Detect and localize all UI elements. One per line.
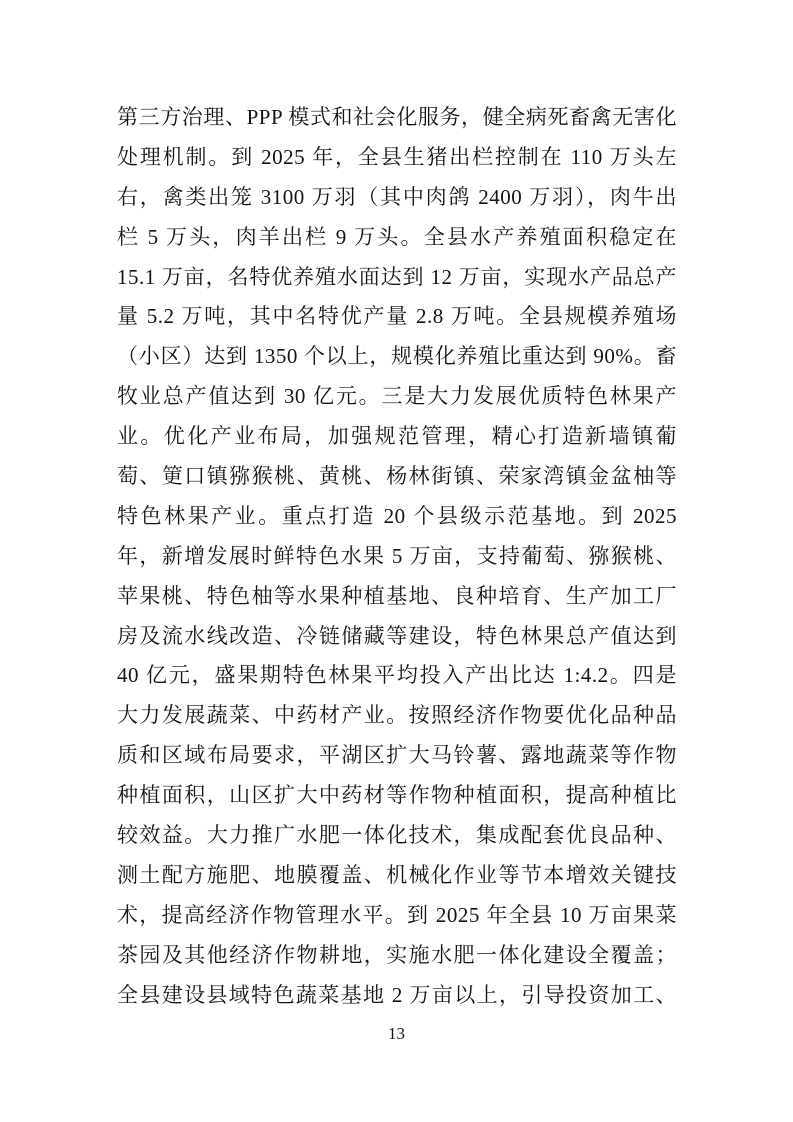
text-line: 较效益。大力推广水肥一体化技术，集成配套优良品种、 xyxy=(117,823,677,848)
text-line: 苹果桃、特色柚等水果种植基地、良种培育、生产加工厂 xyxy=(117,583,677,608)
text-line: 房及流水线改造、冷链储藏等建设，特色林果总产值达到 xyxy=(117,623,677,648)
text-line: 特色林果产业。重点打造 20 个县级示范基地。到 2025 xyxy=(117,503,677,528)
text-line: 年，新增发展时鲜特色水果 5 万亩，支持葡萄、猕猴桃、 xyxy=(117,543,677,568)
text-line: 处理机制。到 2025 年，全县生猪出栏控制在 110 万头左 xyxy=(117,144,677,169)
text-line: 质和区域布局要求，平湖区扩大马铃薯、露地蔬菜等作物 xyxy=(117,743,677,768)
text-line: （小区）达到 1350 个以上，规模化养殖比重达到 90%。畜 xyxy=(117,344,677,369)
text-line: 右，禽类出笼 3100 万羽（其中肉鸽 2400 万羽），肉牛出 xyxy=(117,184,677,209)
document-text-block xyxy=(117,98,677,1015)
text-line: 术，提高经济作物管理水平。到 2025 年全县 10 万亩果菜 xyxy=(117,902,677,927)
text-line: 15.1 万亩，名特优养殖水面达到 12 万亩，实现水产品总产 xyxy=(117,264,677,289)
text-line: 栏 5 万头，肉羊出栏 9 万头。全县水产养殖面积稳定在 xyxy=(117,224,677,249)
text-line: 牧业总产值达到 30 亿元。三是大力发展优质特色林果产 xyxy=(117,384,677,409)
text-line: 测土配方施肥、地膜覆盖、机械化作业等节本增效关键技 xyxy=(117,862,677,887)
text-line: 第三方治理、PPP 模式和社会化服务，健全病死畜禽无害化 xyxy=(117,105,677,129)
text-line: 萄、筻口镇猕猴桃、黄桃、杨林街镇、荣家湾镇金盆柚等 xyxy=(117,464,677,489)
text-line: 种植面积，山区扩大中药材等作物种植面积，提高种植比 xyxy=(117,783,677,808)
text-line: 茶园及其他经济作物耕地，实施水肥一体化建设全覆盖； xyxy=(117,942,677,967)
page-number: 13 xyxy=(388,1024,405,1043)
text-line: 业。优化产业布局，加强规范管理，精心打造新墙镇葡 xyxy=(117,424,677,449)
text-line: 全县建设县域特色蔬菜基地 2 万亩以上，引导投资加工、 xyxy=(117,982,677,1007)
text-line: 大力发展蔬菜、中药材产业。按照经济作物要优化品种品 xyxy=(117,703,677,728)
text-line: 量 5.2 万吨，其中名特优产量 2.8 万吨。全县规模养殖场 xyxy=(117,304,677,329)
text-line: 40 亿元，盛果期特色林果平均投入产出比达 1:4.2。四是 xyxy=(117,663,677,688)
